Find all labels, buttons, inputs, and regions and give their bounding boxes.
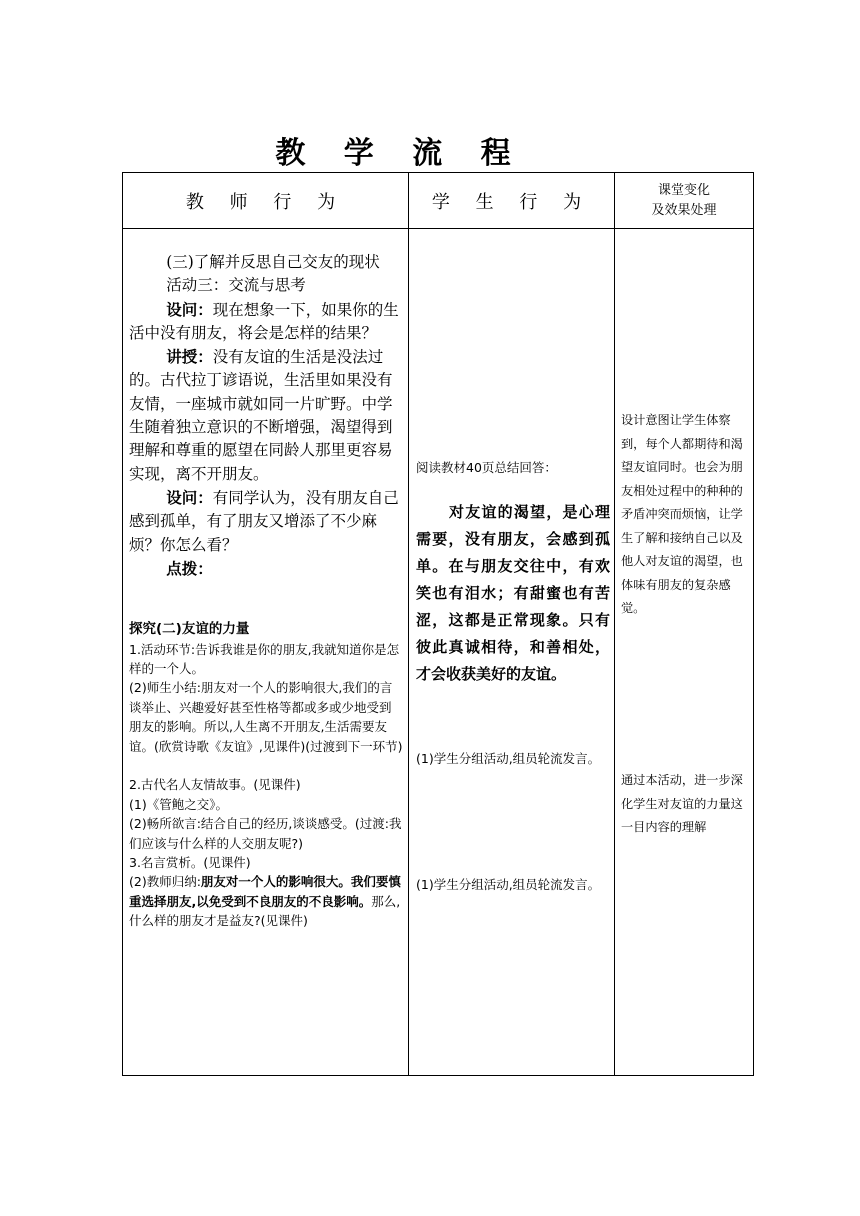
teaching-flow-table (122, 172, 754, 1076)
explore-item1-summary: (2)师生小结:朋友对一个人的影响很大,我们的言谈举止、兴趣爱好甚至性格等都或多或少地受到朋友的影响。所以,人生离不开朋友,生活需要友谊。(欣赏诗歌《友谊》,见课件)(过渡到下一环节) (129, 680, 403, 754)
student-read-prompt: 阅读教材40页总结回答： (416, 460, 557, 475)
header-teacher: 教 师 行 为 (123, 173, 409, 229)
header-effect-line2: 及效果处理 (651, 202, 717, 218)
student-activity2: (1)学生分组活动,组员轮流发言。 (416, 877, 601, 892)
header-student: 学 生 行 为 (409, 173, 615, 229)
teacher-cell (123, 229, 409, 1076)
question2-label: 设问： (166, 487, 213, 507)
conclusion-tail: 那么,什么样的朋友才是益友?(见课件) (129, 893, 401, 929)
effect-cell (615, 229, 754, 1076)
explore-item3-conclusion (129, 872, 403, 930)
lecture-text: 没有友谊的生活是没法过的。古代拉丁谚语说，生活里如果没有友情，一座城市就如同一片旷野。中学生随着独立意识的不断增强，渴望得到理解和尊重的愿望在同龄人那里更容易实现，离不开朋友。 (129, 348, 393, 483)
table-header-row (123, 173, 754, 229)
explore-item2: 2.古代名人友情故事。(见课件) (129, 777, 301, 793)
section3-title: (三)了解并反思自己交友的现状 (166, 253, 380, 271)
question2-text: 有同学认为，没有朋友自己感到孤单，有了朋友又增添了不少麻烦？你怎么看？ (129, 488, 399, 554)
lecture-label: 讲授： (166, 347, 213, 367)
question1 (129, 298, 403, 346)
guide-label: 点拨： (166, 558, 213, 578)
explore-item2-sub1: (1)《管鲍之交》。 (129, 796, 228, 812)
question2 (129, 486, 403, 557)
student-summary: 对友谊的渴望，是心理需要，没有朋友，会感到孤单。在与朋友交往中，有欢笑也有泪水；有甜蜜也有苦涩，这都是正常现象。只有彼此真诚相待，和善相处，才会收获美好的友谊。 (416, 503, 610, 683)
table-body-row (123, 229, 754, 1076)
effect-note2: 通过本活动，进一步深化学生对友谊的力量这一目内容的理解 (621, 773, 743, 834)
question1-text: 现在想象一下，如果你的生活中没有朋友，将会是怎样的结果？ (129, 300, 399, 342)
teacher-content (129, 251, 403, 931)
question1-label: 设问： (166, 299, 213, 319)
activity3: 活动三：交流与思考 (166, 276, 306, 295)
explore-item1: 1.活动环节:告诉我谁是你的朋友,我就知道你是怎样的一个人。 (129, 641, 400, 676)
header-effect-line1: 课堂变化 (657, 182, 710, 198)
header-effect (615, 173, 754, 229)
lecture (129, 345, 403, 486)
explore-item3: 3.名言赏析。(见课件) (129, 855, 251, 871)
page-title: 教 学 流 程 (275, 136, 525, 171)
student-activity1: (1)学生分组活动,组员轮流发言。 (416, 751, 601, 766)
explore-title: 探究(二)友谊的力量 (129, 621, 250, 638)
student-cell (409, 229, 615, 1076)
explore-item2-sub2: (2)畅所欲言:结合自己的经历,谈谈感受。(过渡:我们应该与什么样的人交朋友呢?) (129, 816, 402, 851)
effect-note1: 设计意图让学生体察到，每个人都期待和渴望友谊同时。也会为朋友相处过程中的种种的矛盾冲突而烦恼，让学生了解和接纳自己以及他人对友谊的渴望，也体味有朋友的复杂感觉。 (621, 413, 743, 615)
conclusion-bold: 朋友对一个人的影响很大。我们要慎重选择朋友,以免受到不良朋友的不良影响。 (129, 874, 401, 909)
conclusion-prefix: (2)教师归纳: (129, 874, 201, 890)
explore-section (129, 620, 403, 931)
